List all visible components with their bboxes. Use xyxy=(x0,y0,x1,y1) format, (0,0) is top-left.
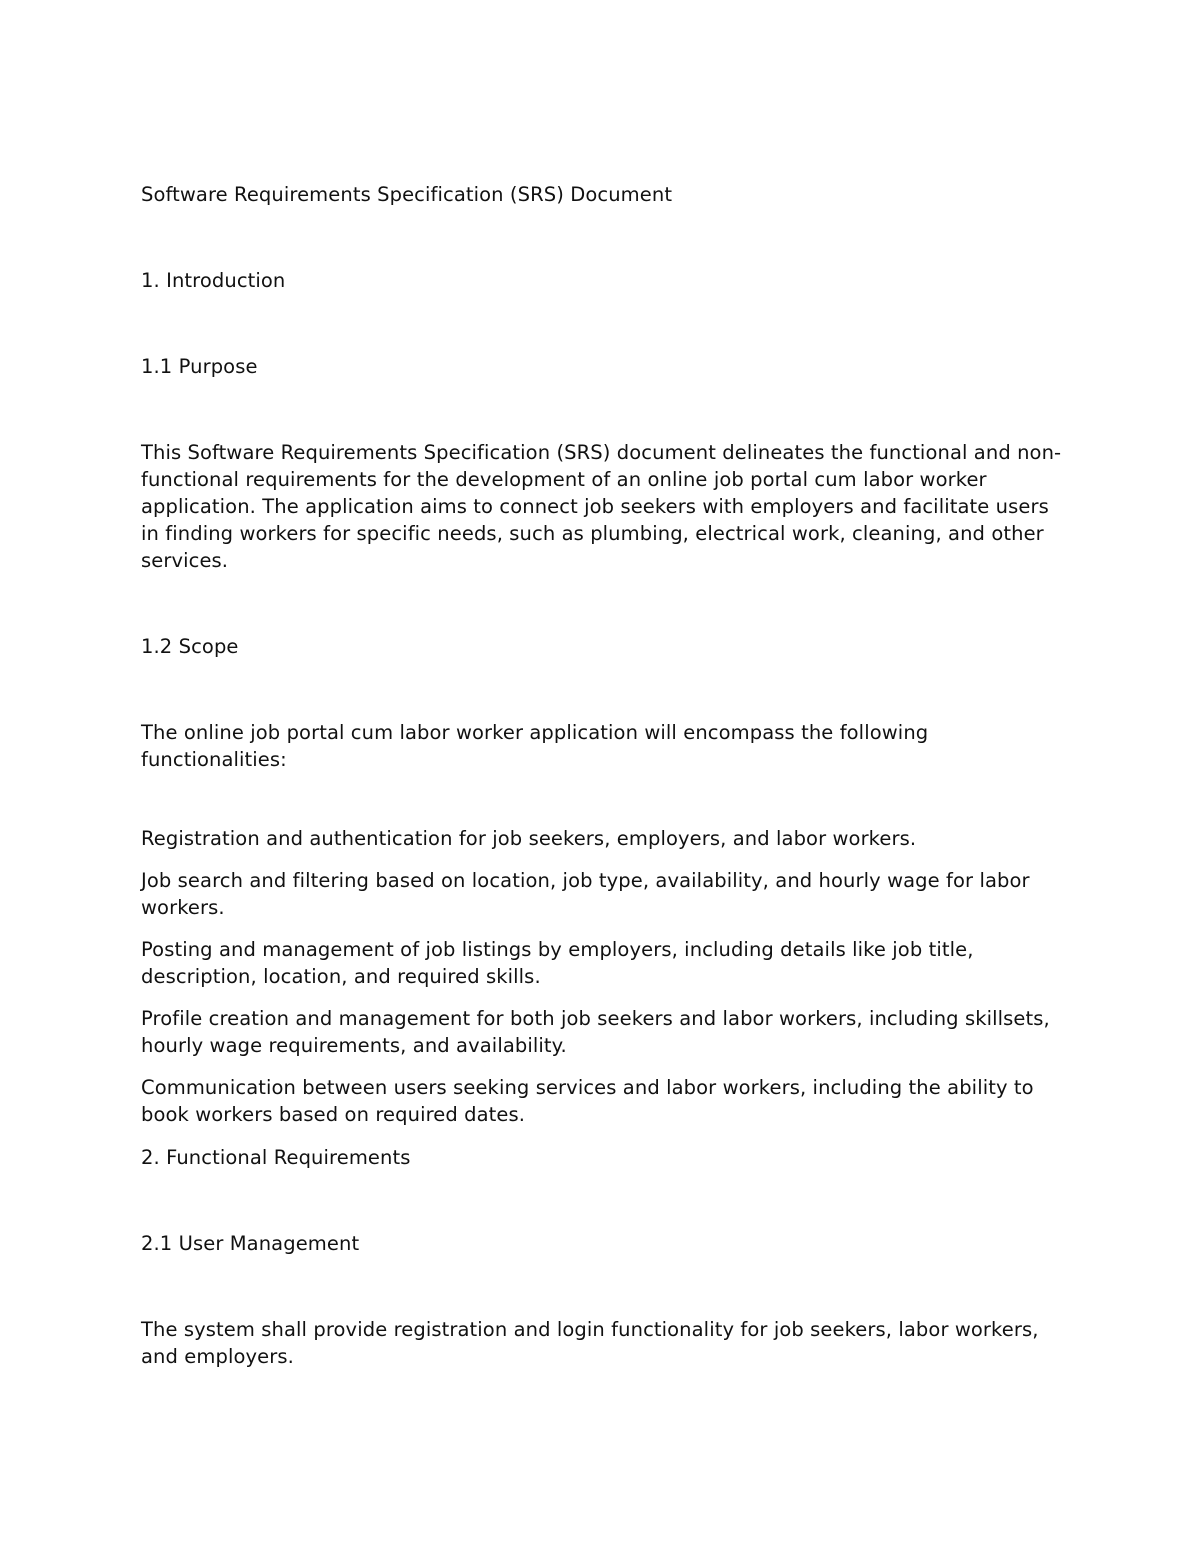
section-heading-scope: 1.2 Scope xyxy=(141,635,239,658)
section-heading-functional-requirements: 2. Functional Requirements xyxy=(141,1146,411,1169)
section-heading-user-management: 2.1 User Management xyxy=(141,1232,360,1255)
scope-item: Communication between users seeking services and labor workers, including the ability to book workers based on required dates. xyxy=(141,1076,1034,1126)
scope-item: Registration and authentication for job seekers, employers, and labor workers. xyxy=(141,827,917,850)
section-heading-purpose: 1.1 Purpose xyxy=(141,355,258,378)
section-heading-introduction: 1. Introduction xyxy=(141,269,286,292)
scope-item: Posting and management of job listings by employers, including details like job title, description, location, and required skills. xyxy=(141,938,974,988)
scope-item: Profile creation and management for both job seekers and labor workers, including skillsets, hourly wage requirements, and availability. xyxy=(141,1007,1050,1057)
document-title: Software Requirements Specification (SRS) Document xyxy=(141,183,673,206)
purpose-paragraph: This Software Requirements Specification (SRS) document delineates the functional and non-functional requirements for the development of an online job portal cum labor worker application. The application aims to connect job seekers with employers and facilitate users in finding workers for specific needs, such as plumbing, electrical work, cleaning, and other services. xyxy=(141,441,1062,572)
scope-item: Job search and filtering based on location, job type, availability, and hourly wage for labor workers. xyxy=(141,869,1030,919)
scope-paragraph: The online job portal cum labor worker application will encompass the following functionalities: xyxy=(141,721,929,771)
document-page xyxy=(141,181,1066,1370)
user-management-paragraph: The system shall provide registration and login functionality for job seekers, labor workers, and employers. xyxy=(141,1318,1039,1368)
